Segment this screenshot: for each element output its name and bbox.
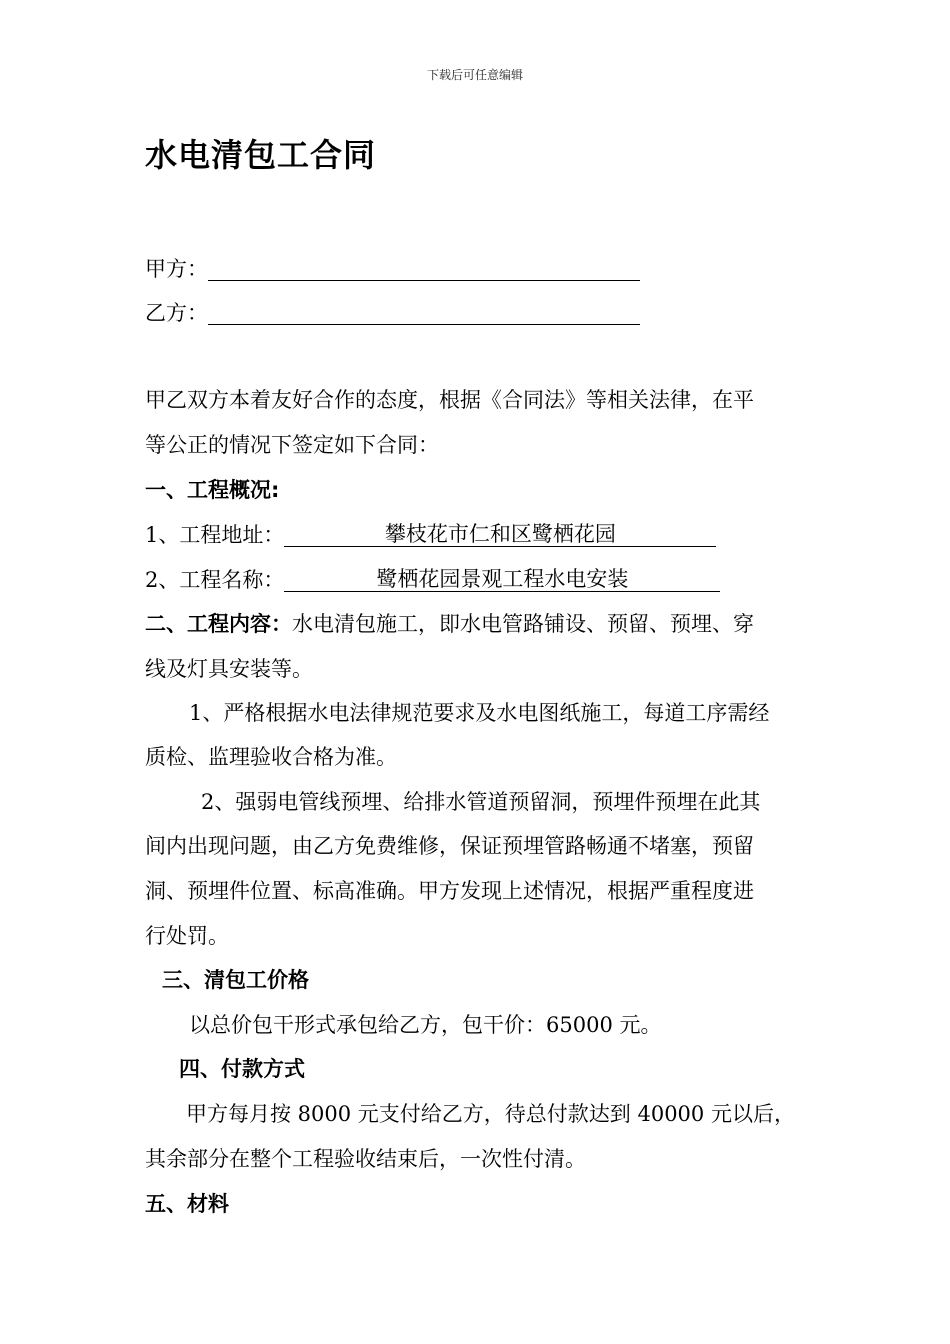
section2-line-1 bbox=[145, 612, 805, 636]
project-name-row bbox=[145, 567, 805, 592]
item2-line-3: 洞、预埋件位置、标高准确。甲方发现上述情况，根据严重程度进 bbox=[145, 879, 754, 903]
section2-line-2: 线及灯具安装等。 bbox=[145, 657, 313, 681]
party-a-blank bbox=[208, 260, 640, 281]
item2-line-2: 间内出现问题，由乙方免费维修，保证预埋管路畅通不堵塞，预留 bbox=[145, 834, 754, 858]
project-name-label: 2、工程名称： bbox=[145, 568, 285, 592]
party-a-row bbox=[145, 257, 805, 281]
party-b-label: 乙方： bbox=[145, 301, 208, 325]
item2-line-4: 行处罚。 bbox=[145, 924, 229, 948]
intro-line-1: 甲乙双方本着友好合作的态度，根据《合同法》等相关法律，在平 bbox=[145, 388, 754, 412]
section5-heading: 五、材料 bbox=[145, 1192, 229, 1216]
item2-line-1: 2、强弱电管线预埋、给排水管道预留洞，预埋件预埋在此其 bbox=[201, 790, 761, 814]
address-label: 1、工程地址： bbox=[145, 523, 285, 547]
section3-text: 以总价包干形式承包给乙方，包干价：65000 元。 bbox=[189, 1013, 662, 1037]
section3-heading: 三、清包工价格 bbox=[162, 968, 309, 992]
section4-line-2: 其余部分在整个工程验收结束后，一次性付清。 bbox=[145, 1147, 586, 1171]
party-b-row bbox=[145, 301, 805, 325]
item1-line-2: 质检、监理验收合格为准。 bbox=[145, 745, 397, 769]
document-title: 水电清包工合同 bbox=[145, 136, 377, 174]
section4-line-1: 甲方每月按 8000 元支付给乙方，待总付款达到 40000 元以后， bbox=[186, 1102, 795, 1126]
header-note: 下载后可任意编辑 bbox=[426, 68, 523, 82]
intro-line-2: 等公正的情况下签定如下合同： bbox=[145, 433, 439, 457]
section2-heading: 二、工程内容： bbox=[145, 612, 292, 636]
project-name-value: 鹭栖花园景观工程水电安装 bbox=[284, 567, 720, 592]
party-b-blank bbox=[208, 304, 640, 325]
section2-line1-text: 水电清包施工，即水电管路铺设、预留、预埋、穿 bbox=[292, 612, 754, 636]
section1-heading: 一、工程概况: bbox=[145, 478, 280, 502]
address-value: 攀枝花市仁和区鹭栖花园 bbox=[284, 522, 716, 547]
party-a-label: 甲方： bbox=[145, 257, 208, 281]
address-row bbox=[145, 522, 805, 547]
item1-line-1: 1、严格根据水电法律规范要求及水电图纸施工，每道工序需经 bbox=[189, 701, 770, 725]
section4-heading: 四、付款方式 bbox=[179, 1057, 305, 1081]
